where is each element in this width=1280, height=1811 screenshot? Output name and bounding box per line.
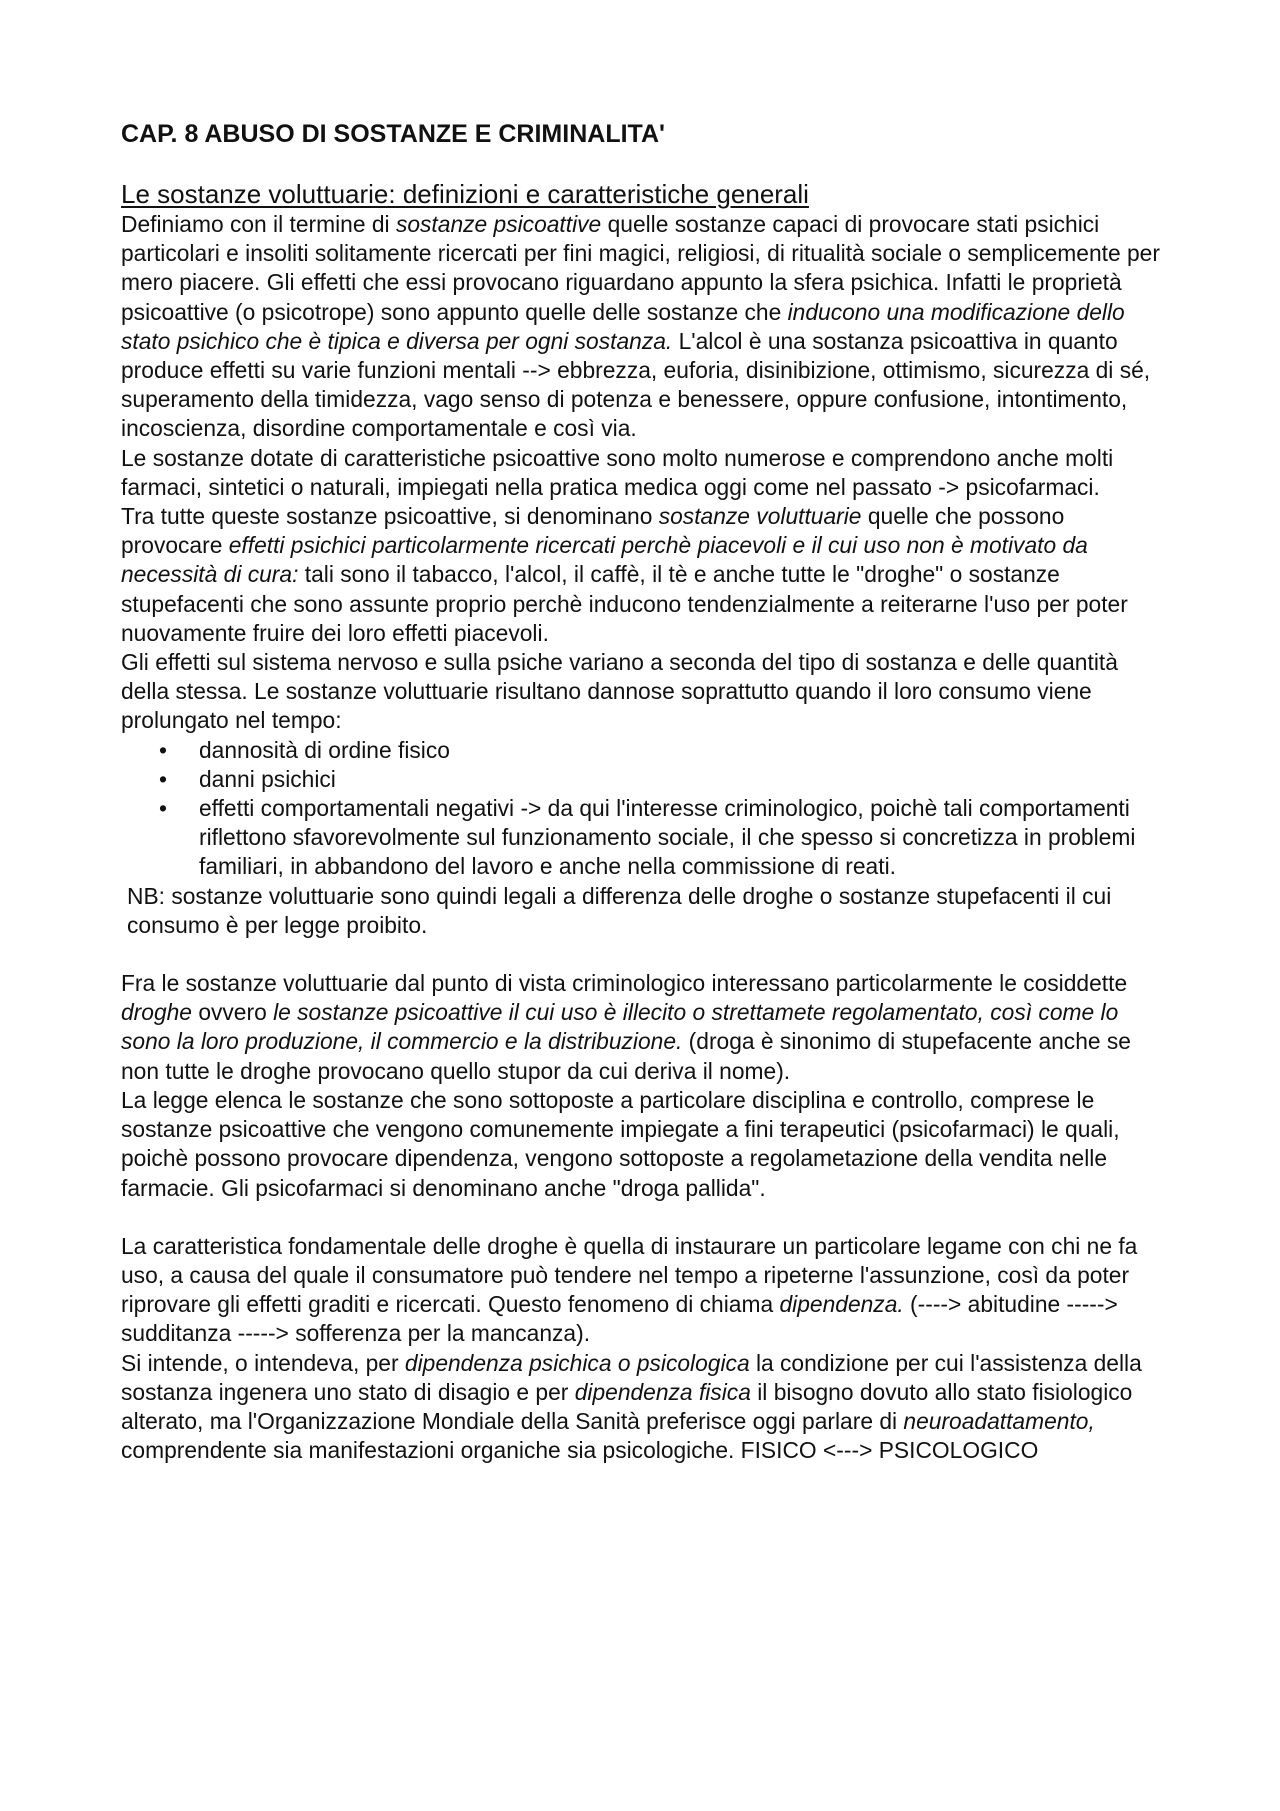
italic-term: dipendenza psichica o psicologica	[404, 1349, 750, 1376]
text-run: ovvero	[191, 999, 274, 1026]
text-run: Si intende, o intendeva, per	[121, 1349, 405, 1376]
text-run: La caratteristica fondamentale delle droghe è quella di instaurare un particolare legame con chi ne fa uso, a causa del quale il consumatore può tendere nel tempo a ripeterne l'assunzione, così da poter riprovare gli effetti graditi e ricercati. Questo fenomeno di chiama	[121, 1232, 1138, 1318]
chapter-title: CAP. 8 ABUSO DI SOSTANZE E CRIMINALITA'	[121, 120, 665, 148]
text-run: tali sono il tabacco, l'alcol, il caffè, il tè e anche tutte le "droghe" o sostanze stupefacenti che sono assunte proprio perchè inducono tendenzialmente a reiterarne l'uso per poter nuovamente fruire dei loro effetti piacevoli.	[121, 561, 1128, 646]
list-item	[121, 794, 1160, 882]
text-run: il bisogno dovuto allo stato fisiologico alterato, ma l'Organizzazione Mondiale della Sanità preferisce oggi parlare di	[121, 1378, 1133, 1434]
list-item-text: effetti comportamentali negativi -> da qui l'interesse criminologico, poichè tali comportamenti riflettono sfavorevolmente sul funzionamento sociale, il che spesso si concretizza in problemi familiari, in abbandono del lavoro e anche nella commissione di reati.	[199, 795, 1136, 880]
paragraph-effects: Gli effetti sul sistema nervoso e sulla psiche variano a seconda del tipo di sostanza e delle quantità della stessa. Le sostanze voluttuarie risultano dannose soprattutto quando il loro consumo viene prolungato nel tempo:	[121, 649, 1118, 734]
list-item	[121, 736, 1160, 765]
bullet-icon: •	[159, 795, 167, 822]
text-run: L'alcol è una sostanza psicoattiva in quanto produce effetti su varie funzioni mentali --> ebbrezza, euforia, disinibizione, ottimismo, sicurezza di sé, superamento della timidezza, vago senso di potenza e benessere, oppure confusione, intontimento, incoscienza, disordine comportamentale e così via.	[121, 327, 1151, 442]
italic-term: sostanze psicoattive	[395, 211, 602, 237]
effects-list	[121, 736, 1160, 882]
list-item-text: dannosità di ordine fisico	[199, 736, 450, 763]
italic-phrase: effetti psichici particolarmente ricercati perchè piacevoli e il cui uso non è motivato da necessità di cura:	[121, 532, 1088, 588]
paragraph-droghe	[121, 969, 1160, 1086]
paragraph-nb-note: NB: sostanze voluttuarie sono quindi legali a differenza delle droghe o sostanze stupefacenti il cui consumo è per legge proibito.	[127, 882, 1112, 938]
bullet-icon: •	[159, 765, 167, 792]
paragraph-legge: La legge elenca le sostanze che sono sottoposte a particolare disciplina e controllo, comprese le sostanze psicoattive che vengono comunemente impiegate a fini terapeutici (psicofarmaci) le quali, poichè possono provocare dipendenza, vengono sottoposte a regolametazione della vendita nelle farmacie. Gli psicofarmaci si denominano anche "droga pallida".	[121, 1086, 1120, 1201]
paragraph-voluttuarie	[121, 502, 1160, 648]
italic-phrase: inducono una modificazione dello stato psichico che è tipica e diversa per ogni sostanza.	[121, 298, 1125, 354]
text-run: Fra le sostanze voluttuarie dal punto di vista criminologico interessano particolarmente le cosiddette	[121, 970, 1128, 997]
text-run: quelle sostanze capaci di provocare stati psichici particolari e insoliti solitamente ricercati per fini magici, religiosi, di ritualità sociale o semplicemente per mero piacere. Gli effetti che essi provocano riguardano appunto la sfera psichica. Infatti le proprietà psicoattive (o psicotrope) sono appunto quelle delle sostanze che	[121, 211, 1160, 325]
text-run: la condizione per cui l'assistenza della sostanza ingenera uno stato di disagio e per	[121, 1349, 1142, 1405]
text-run: quelle che possono provocare	[121, 503, 1065, 559]
paragraph-psychoactive-drugs: Le sostanze dotate di caratteristiche psicoattive sono molto numerose e comprendono anche molti farmaci, sintetici o naturali, impiegati nella pratica medica oggi come nel passato -> psicofarmaci.	[121, 444, 1114, 500]
text-run: (droga è sinonimo di stupefacente anche se non tutte le droghe provocano quello stupor da cui deriva il nome).	[121, 1028, 1131, 1084]
text-run: Tra tutte queste sostanze psicoattive, si denominano	[121, 503, 659, 530]
italic-term: dipendenza fisica	[574, 1378, 751, 1405]
list-item	[121, 765, 1160, 794]
text-run: Definiamo con il termine di	[121, 211, 396, 237]
italic-phrase: le sostanze psicoattive il cui uso è illecito o strettamete regolamentato, così come lo sono la loro produzione, il commercio e la distribuzione.	[121, 999, 1119, 1055]
italic-term: sostanze voluttuarie	[658, 503, 862, 530]
section-title: Le sostanze voluttuarie: definizioni e caratteristiche generali	[121, 179, 809, 209]
text-run: (----> abitudine -----> sudditanza -----> sofferenza per la mancanza).	[121, 1291, 1118, 1347]
paragraph-dipendenza	[121, 1232, 1160, 1349]
text-run: comprendente sia manifestazioni organiche sia psicologiche. FISICO <---> PSICOLOGICO	[121, 1437, 1039, 1464]
italic-term: droghe	[121, 999, 192, 1026]
italic-term: dipendenza.	[779, 1291, 904, 1318]
paragraph-dipendenza-types	[121, 1349, 1160, 1466]
italic-term: neuroadattamento,	[903, 1407, 1095, 1434]
list-item-text: danni psichici	[199, 765, 336, 792]
bullet-icon: •	[159, 736, 167, 763]
paragraph-definition	[121, 210, 1160, 444]
